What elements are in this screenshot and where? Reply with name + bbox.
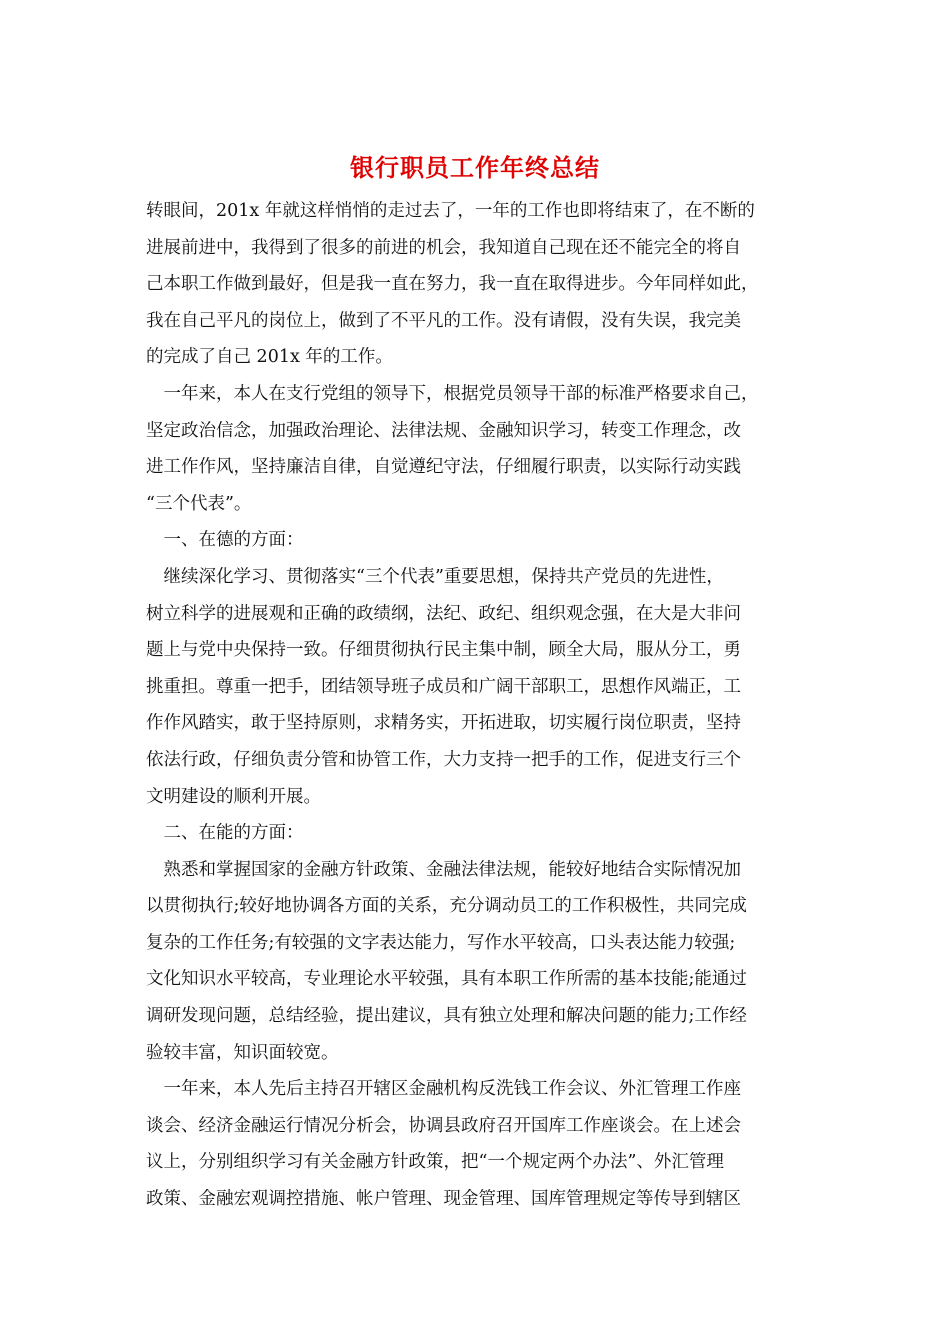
text-line: 文化知识水平较高，专业理论水平较强，具有本职工作所需的基本技能;能通过 — [146, 969, 747, 990]
text-line: 熟悉和掌握国家的金融方针政策、金融法律法规，能较好地结合实际情况加 — [146, 859, 741, 880]
text-line: 挑重担。尊重一把手，团结领导班子成员和广阔干部职工，思想作风端正，工 — [146, 676, 741, 697]
section-heading: 二、在能的方面： — [146, 823, 304, 844]
text-line: 验较丰富，知识面较宽。 — [146, 1042, 339, 1063]
document-title: 银行职员工作年终总结 — [350, 153, 600, 182]
text-line: 坚定政治信念，加强政治理论、法律法规、金融知识学习，转变工作理念，改 — [146, 420, 741, 441]
text-line: 文明建设的顺利开展。 — [146, 786, 321, 807]
text-line: 的完成了自己 201x 年的工作。 — [146, 347, 393, 368]
document-body — [146, 193, 808, 1218]
text-line: 作作风踏实，敢于坚持原则，求精务实，开拓进取，切实履行岗位职责，坚持 — [146, 713, 741, 734]
text-line: 调研发现问题，总结经验，提出建议，具有独立处理和解决问题的能力;工作经 — [146, 1006, 747, 1027]
text-line: 以贯彻执行;较好地协调各方面的关系，充分调动员工的工作积极性，共同完成 — [146, 896, 747, 917]
text-line: 复杂的工作任务;有较强的文字表达能力，写作水平较高，口头表达能力较强; — [146, 932, 736, 953]
text-line: 进工作作风，坚持廉洁自律，自觉遵纪守法，仔细履行职责，以实际行动实践 — [146, 457, 741, 478]
text-line: 议上，分别组织学习有关金融方针政策，把“一个规定两个办法”、外汇管理 — [146, 1152, 724, 1173]
text-line: 依法行政，仔细负责分管和协管工作，大力支持一把手的工作，促进支行三个 — [146, 749, 741, 770]
text-line: 谈会、经济金融运行情况分析会，协调县政府召开国库工作座谈会。在上述会 — [146, 1115, 741, 1136]
text-line: 一年来，本人在支行党组的领导下，根据党员领导干部的标准严格要求自己， — [146, 383, 759, 404]
text-line: 我在自己平凡的岗位上，做到了不平凡的工作。没有请假，没有失误，我完美 — [146, 310, 741, 331]
text-line: 进展前进中，我得到了很多的前进的机会，我知道自己现在还不能完全的将自 — [146, 237, 741, 258]
text-line: 政策、金融宏观调控措施、帐户管理、现金管理、国库管理规定等传导到辖区 — [146, 1189, 741, 1210]
text-line: 题上与党中央保持一致。仔细贯彻执行民主集中制，顾全大局，服从分工，勇 — [146, 640, 741, 661]
text-line: 转眼间，201x 年就这样悄悄的走过去了，一年的工作也即将结束了，在不断的 — [146, 201, 755, 221]
text-line: “三个代表”。 — [146, 493, 252, 514]
text-line: 树立科学的进展观和正确的政绩纲，法纪、政纪、组织观念强，在大是大非问 — [146, 603, 741, 624]
text-line: 己本职工作做到最好，但是我一直在努力，我一直在取得进步。今年同样如此， — [146, 274, 759, 295]
text-line: 继续深化学习、贯彻落实“三个代表”重要思想，保持共产党员的先进性， — [146, 566, 724, 587]
text-line: 一年来，本人先后主持召开辖区金融机构反洗钱工作会议、外汇管理工作座 — [146, 1079, 741, 1100]
section-heading: 一、在德的方面： — [146, 530, 304, 551]
